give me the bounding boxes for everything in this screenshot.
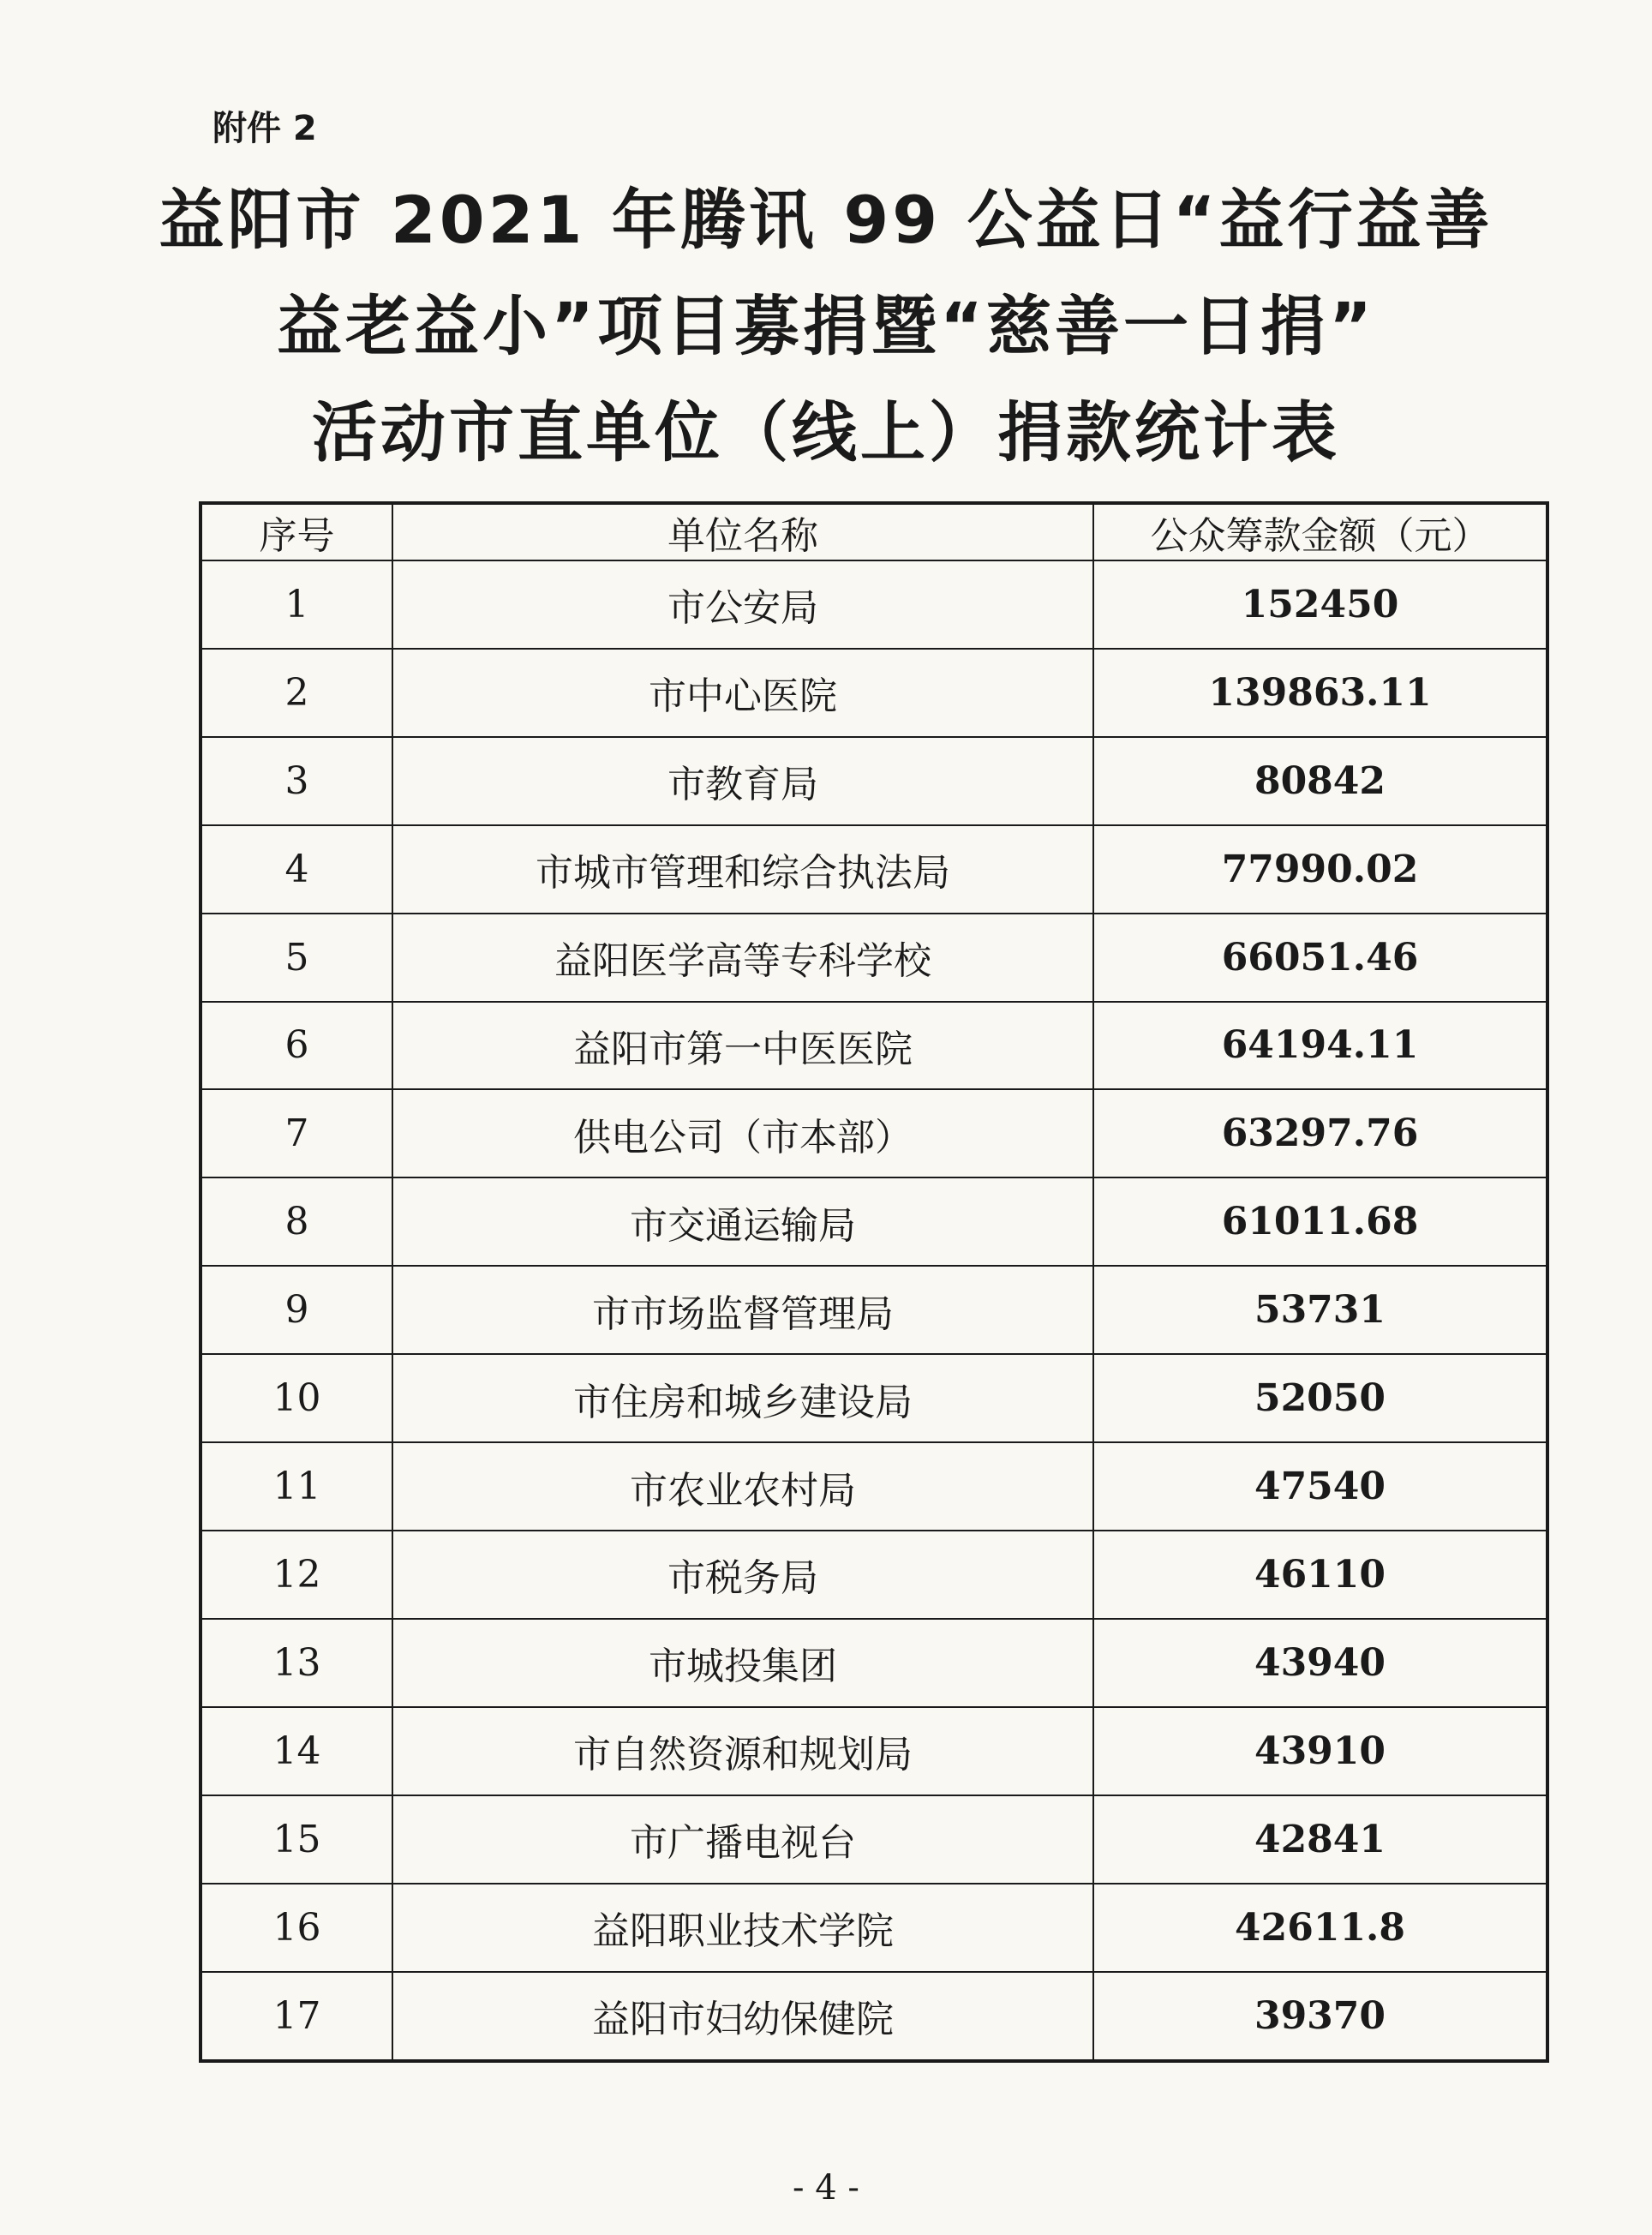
row-unit-name: 益阳医学高等专科学校: [392, 914, 1093, 1002]
row-serial-number: 4: [201, 825, 392, 914]
row-unit-name: 益阳市妇幼保健院: [392, 1972, 1093, 2062]
row-unit-name: 益阳职业技术学院: [392, 1884, 1093, 1972]
row-serial-number: 8: [201, 1177, 392, 1266]
table-row: [201, 1002, 1547, 1090]
page-number: - 4 -: [793, 2168, 859, 2208]
table-row: [201, 1884, 1547, 1972]
row-amount: 53731: [1093, 1266, 1547, 1354]
header-unit-name: 单位名称: [392, 503, 1093, 560]
row-amount: 52050: [1093, 1354, 1547, 1442]
row-amount: 64194.11: [1093, 1002, 1547, 1090]
row-serial-number: 3: [201, 737, 392, 825]
row-serial-number: 16: [201, 1884, 392, 1972]
row-unit-name: 益阳市第一中医医院: [392, 1002, 1093, 1090]
table-row: [201, 1707, 1547, 1795]
row-unit-name: 市税务局: [392, 1531, 1093, 1619]
row-amount: 42841: [1093, 1795, 1547, 1884]
row-unit-name: 市市场监督管理局: [392, 1266, 1093, 1354]
row-amount: 61011.68: [1093, 1177, 1547, 1266]
row-serial-number: 5: [201, 914, 392, 1002]
row-amount: 80842: [1093, 737, 1547, 825]
table-row: [201, 737, 1547, 825]
row-serial-number: 12: [201, 1531, 392, 1619]
table-row: [201, 1795, 1547, 1884]
row-unit-name: 供电公司（市本部）: [392, 1089, 1093, 1177]
row-unit-name: 市住房和城乡建设局: [392, 1354, 1093, 1442]
row-unit-name: 市城投集团: [392, 1619, 1093, 1707]
row-unit-name: 市城市管理和综合执法局: [392, 825, 1093, 914]
donation-table: [199, 501, 1549, 2063]
row-serial-number: 7: [201, 1089, 392, 1177]
row-serial-number: 13: [201, 1619, 392, 1707]
row-unit-name: 市自然资源和规划局: [392, 1707, 1093, 1795]
table-row: [201, 1619, 1547, 1707]
row-serial-number: 6: [201, 1002, 392, 1090]
header-amount: 公众筹款金额（元）: [1093, 503, 1547, 560]
title-line-3: 活动市直单位（线上）捐款统计表: [312, 394, 1340, 470]
table-row: [201, 1089, 1547, 1177]
table-row: [201, 1177, 1547, 1266]
table-row: [201, 1442, 1547, 1531]
row-amount: 42611.8: [1093, 1884, 1547, 1972]
row-serial-number: 14: [201, 1707, 392, 1795]
row-serial-number: 17: [201, 1972, 392, 2062]
table-row: [201, 825, 1547, 914]
table-header-row: [201, 503, 1547, 560]
title-line-2: 益老益小”项目募捐暨“慈善一日捐”: [277, 288, 1375, 364]
row-amount: 77990.02: [1093, 825, 1547, 914]
row-unit-name: 市教育局: [392, 737, 1093, 825]
row-amount: 43940: [1093, 1619, 1547, 1707]
annex-label: 附件 2: [212, 109, 317, 148]
row-unit-name: 市农业农村局: [392, 1442, 1093, 1531]
row-unit-name: 市中心医院: [392, 649, 1093, 737]
row-amount: 139863.11: [1093, 649, 1547, 737]
row-amount: 39370: [1093, 1972, 1547, 2062]
row-amount: 46110: [1093, 1531, 1547, 1619]
table-row: [201, 914, 1547, 1002]
row-amount: 43910: [1093, 1707, 1547, 1795]
row-serial-number: 15: [201, 1795, 392, 1884]
table-row: [201, 1354, 1547, 1442]
row-unit-name: 市公安局: [392, 560, 1093, 649]
table-row: [201, 1531, 1547, 1619]
row-serial-number: 11: [201, 1442, 392, 1531]
header-serial-number: 序号: [201, 503, 392, 560]
table-row: [201, 1972, 1547, 2062]
row-serial-number: 2: [201, 649, 392, 737]
table-row: [201, 560, 1547, 649]
table-row: [201, 649, 1547, 737]
document-title: [0, 167, 1652, 486]
row-amount: 63297.76: [1093, 1089, 1547, 1177]
row-serial-number: 10: [201, 1354, 392, 1442]
row-unit-name: 市广播电视台: [392, 1795, 1093, 1884]
table-row: [201, 1266, 1547, 1354]
title-line-1: 益阳市 2021 年腾讯 99 公益日“益行益善: [159, 182, 1493, 258]
row-amount: 66051.46: [1093, 914, 1547, 1002]
row-amount: 152450: [1093, 560, 1547, 649]
row-amount: 47540: [1093, 1442, 1547, 1531]
row-unit-name: 市交通运输局: [392, 1177, 1093, 1266]
row-serial-number: 9: [201, 1266, 392, 1354]
row-serial-number: 1: [201, 560, 392, 649]
